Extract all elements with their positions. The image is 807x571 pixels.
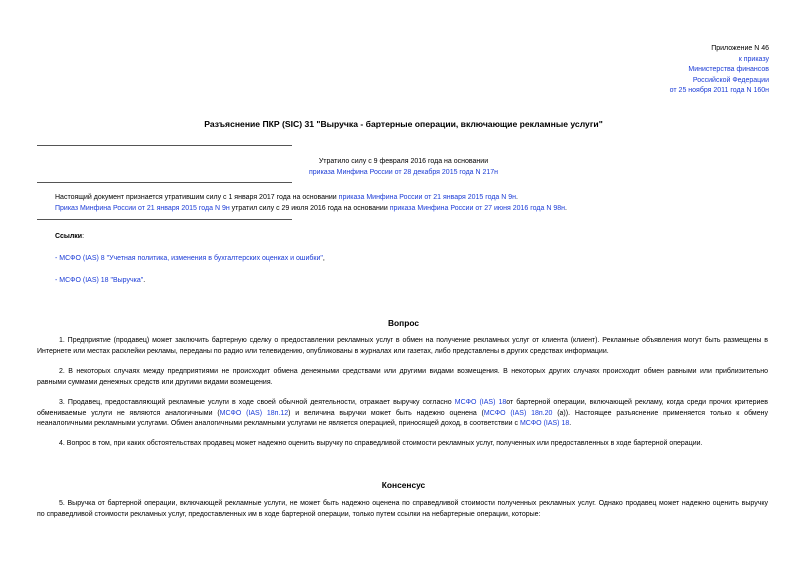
appendix-order-link[interactable]: к приказу xyxy=(738,55,769,63)
consensus-paragraph-5 xyxy=(37,499,768,520)
appendix-ministry-link[interactable]: Министерства финансов xyxy=(688,66,769,73)
consensus-heading: Консенсус xyxy=(381,480,426,490)
notice-text: Настоящий документ признается утратившим силу с 1 января 2017 года на основании xyxy=(55,194,339,201)
appendix-number: Приложение N 46 xyxy=(711,45,769,52)
links-item-2 xyxy=(55,277,145,284)
links-heading xyxy=(55,233,84,240)
list-dash: - xyxy=(55,255,60,262)
paragraph-line: 4. Вопрос в том, при каких обстоятельствах продавец может надежно оценить выручку по справедливой стоимости рекламных услуг, полученных или предоставленных в ходе бартерной операции. xyxy=(59,440,703,447)
paragraph-text: обмениваемые услуги не являются аналогичными ( xyxy=(37,409,220,417)
list-period: . xyxy=(143,277,146,284)
notice-link-order-9n-2[interactable]: Приказ Минфина России от 21 января 2015 года N 9н xyxy=(55,205,230,212)
notice-link-order-9n[interactable]: приказа Минфина России от 21 января 2015 года N 9н xyxy=(338,194,517,201)
question-paragraph-4 xyxy=(37,439,768,450)
notice-period: . xyxy=(516,194,518,201)
notice-line-1 xyxy=(55,194,518,201)
document-title: Разъяснение ПКР (SIC) 31 "Выручка - бартерные операции, включающие рекламные услуги" xyxy=(204,119,603,129)
paragraph-text: (а)). Настоящее разъяснение применяется только к обмену xyxy=(552,409,768,417)
link-ias-18[interactable]: МСФО (IAS) 18 "Выручка" xyxy=(59,277,144,284)
links-item-1 xyxy=(55,255,325,262)
paragraph-line xyxy=(37,409,768,420)
list-dash: - xyxy=(55,277,60,284)
notice-link-order-98n[interactable]: приказа Минфина России от 27 июня 2016 года N 98н xyxy=(389,205,565,212)
question-paragraph-3 xyxy=(37,398,768,430)
paragraph-line xyxy=(37,398,768,409)
divider-rule xyxy=(37,145,292,146)
appendix-federation-link[interactable]: Российской Федерации xyxy=(692,76,769,84)
list-comma: , xyxy=(322,255,325,262)
notice-line-2 xyxy=(55,205,567,212)
question-heading: Вопрос xyxy=(387,318,419,328)
notice-text-2: утратил силу с 29 июля 2016 года на основании xyxy=(229,205,390,212)
appendix-block xyxy=(670,44,769,97)
paragraph-line: Интернете или местах расклейки рекламы, переданы по радио или телевидению, опубликованы в журналах или газетах, либо представлены в других средствах информации. xyxy=(37,347,609,355)
paragraph-line: 1. Предприятие (продавец) может заключить бартерную сделку о предоставлении рекламных услуг в обмен на получение рекламных услуг от клиента (клиент). Рекламные объявления могут быть размещены в xyxy=(59,337,768,344)
paragraph-text: . xyxy=(569,420,572,427)
links-colon: : xyxy=(82,233,85,240)
paragraph-line: 5. Выручка от бартерной операции, включающей рекламные услуги, не может быть надежно оценена по справедливой стоимости полученных рекламных услуг. Однако продавец может надежно оценить выручку xyxy=(59,500,768,507)
link-ias-18-p12[interactable]: МСФО (IAS) 18п.12 xyxy=(219,409,289,417)
divider-rule xyxy=(37,182,292,183)
paragraph-text: ) и величина выручки может быть надежно оценена ( xyxy=(288,409,484,417)
lost-force-link[interactable]: приказа Минфина России от 28 декабря 2015 года N 217н xyxy=(308,169,499,176)
paragraph-line: 2. В некоторых случаях между предприятиями не происходит обмена денежными средствами или другими видами возмещения. В некоторых других случаях происходит обмен равными или приблизительно xyxy=(59,368,768,375)
question-paragraph-1 xyxy=(37,336,768,357)
link-ias-18-p3-end[interactable]: МСФО (IAS) 18 xyxy=(519,420,570,427)
lost-force-text: Утратило силу с 9 февраля 2016 года на основании xyxy=(318,158,489,165)
appendix-date-link[interactable]: от 25 ноября 2011 года N 160н xyxy=(669,87,769,94)
notice-period-2: . xyxy=(564,205,567,212)
divider-rule xyxy=(37,219,292,220)
paragraph-text: неаналогичными рекламными услугами. Обмен аналогичными рекламными услугами не является операцией, приносящей доход, в соответствии с xyxy=(37,420,520,427)
paragraph-text: от бартерной операции, включающей рекламу, когда среди прочих критериев xyxy=(506,399,769,406)
link-ias-18-p3[interactable]: МСФО (IAS) 18 xyxy=(454,399,507,406)
links-heading-label: Ссылки xyxy=(55,233,83,240)
link-ias-8[interactable]: МСФО (IAS) 8 "Учетная политика, изменения в бухгалтерских оценках и ошибки" xyxy=(59,255,323,262)
paragraph-text: 3. Продавец, предоставляющий рекламные услуги в ходе своей обычной деятельности, отражает выручку согласно xyxy=(59,399,455,406)
paragraph-line: по справедливой стоимости рекламных услуг, предоставленных им в ходе бартерной операции, только путем ссылки на небартерные операции, которые: xyxy=(37,510,541,518)
paragraph-line: равными суммами денежных средств или другими видами возмещения. xyxy=(37,378,273,386)
link-ias-18-p20[interactable]: МСФО (IAS) 18п.20 xyxy=(483,409,553,417)
paragraph-line xyxy=(37,419,768,430)
question-paragraph-2 xyxy=(37,367,768,388)
